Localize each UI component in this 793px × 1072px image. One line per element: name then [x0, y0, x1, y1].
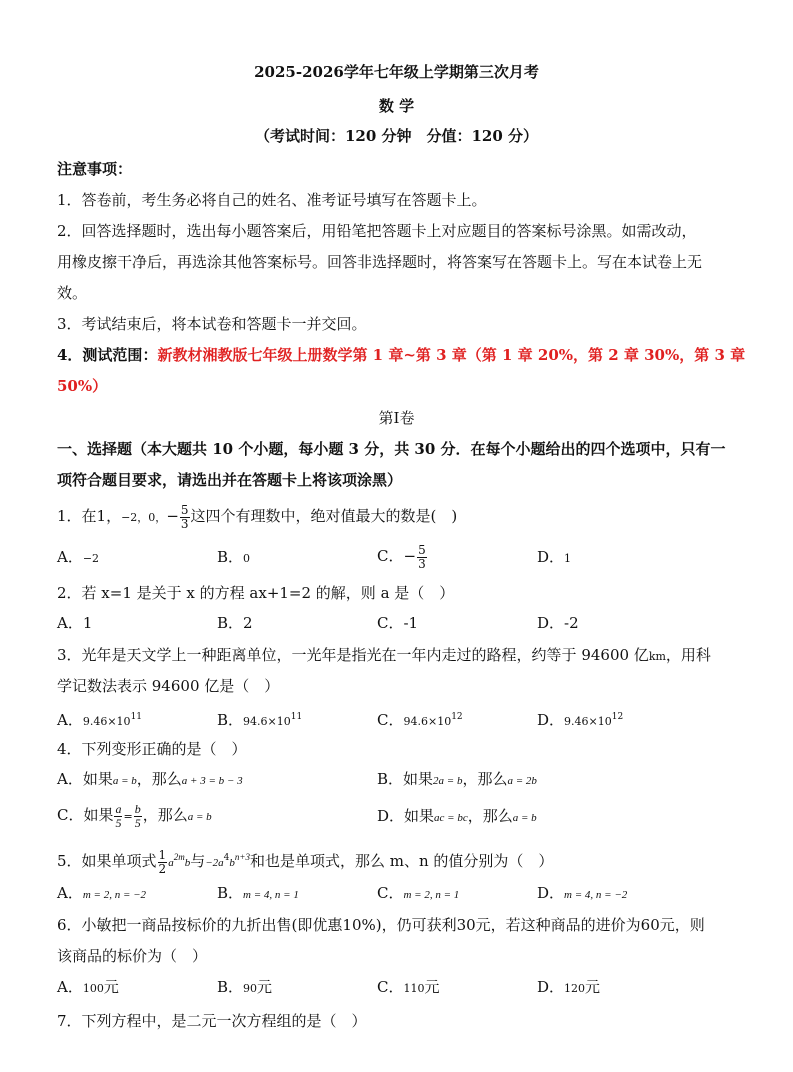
q1-option-d[interactable] [537, 547, 571, 569]
q3-b-value: 94.6×10 [243, 715, 291, 728]
q4-a-mid: ，那么 [136, 770, 182, 788]
q5-c-value: m = 2, n = 1 [403, 889, 460, 901]
q5-mono1-b: b [184, 857, 191, 869]
q1-text-a: 1．在1， [57, 507, 122, 525]
subject-title: 数 学 [378, 97, 415, 115]
q4-c-result: a = b [187, 811, 212, 823]
q4-c-eq: = [123, 810, 133, 823]
q5-fraction [158, 849, 168, 876]
q5-a-value: m = 2, n = −2 [82, 889, 147, 901]
q4-c-pre: C．如果 [57, 806, 114, 824]
q1-text-b: −2，0， [121, 511, 167, 524]
section-heading-line2: 项符合题目要求，请选出并在答题卡上将该项涂黑） [57, 471, 403, 489]
q5-mono2-exp-b: n+3 [234, 852, 250, 862]
q6-a-label: A． [57, 978, 83, 996]
note-2-line3: 效。 [57, 284, 88, 302]
q3-d-exp: 12 [611, 712, 624, 722]
q1-b-label: B． [217, 548, 244, 566]
q4-a-cond: a = b [112, 775, 137, 787]
q4-c-frac2-num: b [134, 801, 141, 816]
note-2-line1: 2．回答选择题时，选出每小题答案后，用铅笔把答题卡上对应题目的答案标号涂黑。如需改动， [57, 222, 697, 240]
q1-option-b[interactable] [217, 547, 250, 569]
q4-d-result: a = b [512, 812, 537, 824]
q1-c-frac-num: 5 [418, 542, 426, 557]
q4-b-mid: ，那么 [462, 770, 508, 788]
q6-option-b[interactable] [217, 977, 272, 999]
q6-c-value: 110 [403, 982, 425, 995]
q4-option-b[interactable] [377, 769, 537, 791]
q4-a-pre: A．如果 [57, 770, 113, 788]
q2-option-a[interactable]: A．1 [57, 614, 93, 632]
q3-c-label: C． [377, 711, 404, 729]
q4-c-frac1-num: a [115, 801, 122, 816]
q1-a-value: −2 [82, 552, 100, 565]
q1-c-neg: − [403, 547, 417, 565]
q4-c-frac2-den: 5 [134, 815, 141, 830]
q3-a-label: A． [57, 711, 83, 729]
q6-option-a[interactable] [57, 977, 119, 999]
q1-frac-num: 5 [180, 502, 189, 517]
volume-label: 第Ⅰ卷 [378, 409, 415, 427]
q3-text-a: 3．光年是天文学上一种距离单位，一光年是指光在一年内走过的路程，约等于 94600 亿 [57, 646, 649, 664]
q5-option-d[interactable] [537, 883, 627, 905]
q4-c-frac2 [134, 803, 142, 830]
q1-d-value: 1 [564, 552, 572, 565]
q5-option-b[interactable] [217, 883, 299, 905]
q1-text-c: 这四个有理数中，绝对值最大的数是( ) [190, 507, 458, 525]
q3-c-exp: 12 [451, 712, 463, 722]
q6-d-label: D． [537, 978, 565, 996]
q1-fraction [180, 504, 190, 531]
q4-option-c[interactable] [57, 800, 212, 832]
q4-b-cond: 2a = b [433, 775, 463, 787]
q6-b-label: B． [217, 978, 244, 996]
q3-option-b[interactable] [217, 707, 302, 732]
question-1-stem [57, 501, 457, 533]
question-3-stem-line2: 学记数法表示 94600 亿是（ ） [57, 677, 280, 695]
q4-d-cond: ac = bc [434, 812, 468, 824]
q3-a-exp: 11 [130, 712, 143, 722]
q2-option-d[interactable]: D．-2 [537, 614, 579, 632]
q4-option-d[interactable] [377, 806, 537, 828]
q3-text-a2: ，用科 [665, 646, 711, 664]
q5-b-value: m = 4, n = 1 [243, 889, 299, 901]
q6-a-value: 100 [82, 982, 104, 995]
q5-frac-den: 2 [158, 861, 167, 876]
q1-c-fraction [417, 544, 427, 571]
q5-mono1-exp: 2m [173, 852, 185, 862]
q5-d-value: m = 4, n = −2 [564, 889, 628, 901]
q5-mono1-a: a [168, 857, 174, 869]
question-6-stem-line2: 该商品的标价为（ ） [57, 947, 208, 965]
q3-d-label: D． [537, 711, 565, 729]
q6-c-unit: 元 [424, 978, 440, 996]
note-2-line2: 用橡皮擦干净后，再选涂其他答案标号。回答非选择题时，将答案写在答题卡上。写在本试卷上无 [57, 253, 703, 271]
q6-option-d[interactable] [537, 977, 600, 999]
q5-frac-num: 1 [158, 847, 167, 862]
q5-mono2-a: −2a [205, 857, 224, 869]
q6-option-c[interactable] [377, 977, 440, 999]
note-4-prefix: 4．测试范围： [57, 346, 158, 364]
q6-b-unit: 元 [257, 978, 273, 996]
exam-meta: （考试时间：120 分钟 分值：120 分） [254, 127, 539, 145]
q5-mono2-b: b [229, 857, 235, 869]
q3-option-c[interactable] [377, 707, 463, 732]
q5-option-c[interactable] [377, 883, 459, 905]
q4-a-result: a + 3 = b − 3 [181, 775, 243, 787]
q1-c-frac-den: 3 [418, 556, 426, 571]
q3-unit: km [648, 650, 666, 663]
q5-d-label: D． [537, 884, 565, 902]
q4-c-mid: ，那么 [142, 806, 188, 824]
q1-option-c[interactable] [377, 541, 428, 571]
q4-d-mid: ，那么 [467, 807, 513, 825]
q3-option-d[interactable] [537, 707, 623, 732]
q6-b-value: 90 [243, 982, 258, 995]
q4-b-result: a = 2b [507, 775, 537, 787]
notes-heading: 注意事项： [57, 160, 133, 178]
q3-b-exp: 11 [290, 712, 303, 722]
q4-c-frac1 [114, 803, 122, 830]
note-1: 1．答卷前，考生务必将自己的姓名、准考证号填写在答题卡上。 [57, 191, 487, 209]
q6-d-value: 120 [564, 982, 586, 995]
note-3: 3．考试结束后，将本试卷和答题卡一并交回。 [57, 315, 367, 333]
q5-option-a[interactable] [57, 883, 146, 905]
q5-text-b: 与 [190, 852, 206, 870]
q3-d-value: 9.46×10 [564, 715, 612, 728]
question-5-stem [57, 842, 553, 878]
q3-option-a[interactable] [57, 707, 142, 732]
q1-neg: − [166, 507, 179, 525]
q5-mono2-exp-a: 4 [223, 853, 230, 863]
q4-b-pre: B．如果 [377, 770, 434, 788]
q5-text-a: 5．如果单项式 [57, 852, 157, 870]
question-2-stem: 2．若 x=1 是关于 x 的方程 ax+1=2 的解，则 a 是（ ） [57, 584, 455, 602]
q5-c-label: C． [377, 884, 404, 902]
q2-option-b[interactable]: B．2 [217, 614, 253, 632]
note-4-scope-cont: 50%） [57, 377, 108, 395]
q1-a-label: A． [57, 548, 83, 566]
q4-option-a[interactable] [57, 769, 243, 791]
q2-option-c[interactable]: C．-1 [377, 614, 419, 632]
section-heading-line1: 一、选择题（本大题共 10 个小题，每小题 3 分，共 30 分．在每个小题给出的四个选项中，只有一 [57, 440, 726, 458]
question-7-stem: 7．下列方程中，是二元一次方程组的是（ ） [57, 1012, 367, 1030]
question-3-stem-line1 [57, 644, 711, 665]
q3-c-value: 94.6×10 [403, 715, 452, 728]
q5-text-c: 和也是单项式，那么 m、n 的值分别为（ ） [249, 852, 554, 870]
question-4-stem: 4．下列变形正确的是（ ） [57, 740, 247, 758]
q1-d-label: D． [537, 548, 565, 566]
q6-a-unit: 元 [103, 978, 119, 996]
q5-b-label: B． [217, 884, 244, 902]
q1-b-value: 0 [243, 552, 251, 565]
q3-b-label: B． [217, 711, 244, 729]
q6-d-unit: 元 [585, 978, 601, 996]
note-4-scope: 新教材湘教版七年级上册数学第 1 章~第 3 章（第 1 章 20%，第 2 章 30%，第 3 章 [157, 346, 746, 364]
q1-c-label: C． [377, 547, 404, 565]
q1-option-a[interactable] [57, 547, 99, 569]
question-6-stem-line1: 6．小敏把一商品按标价的九折出售(即优惠10%)，仍可获利30元，若这种商品的进价为60元，则 [57, 916, 705, 934]
q5-a-label: A． [57, 884, 83, 902]
q4-d-pre: D．如果 [377, 807, 435, 825]
q6-c-label: C． [377, 978, 404, 996]
q1-frac-den: 3 [180, 516, 189, 531]
exam-title: 2025-2026学年七年级上学期第三次月考 [254, 63, 539, 81]
note-4 [57, 344, 745, 365]
q3-a-value: 9.46×10 [82, 715, 131, 728]
q4-c-frac1-den: 5 [115, 815, 122, 830]
